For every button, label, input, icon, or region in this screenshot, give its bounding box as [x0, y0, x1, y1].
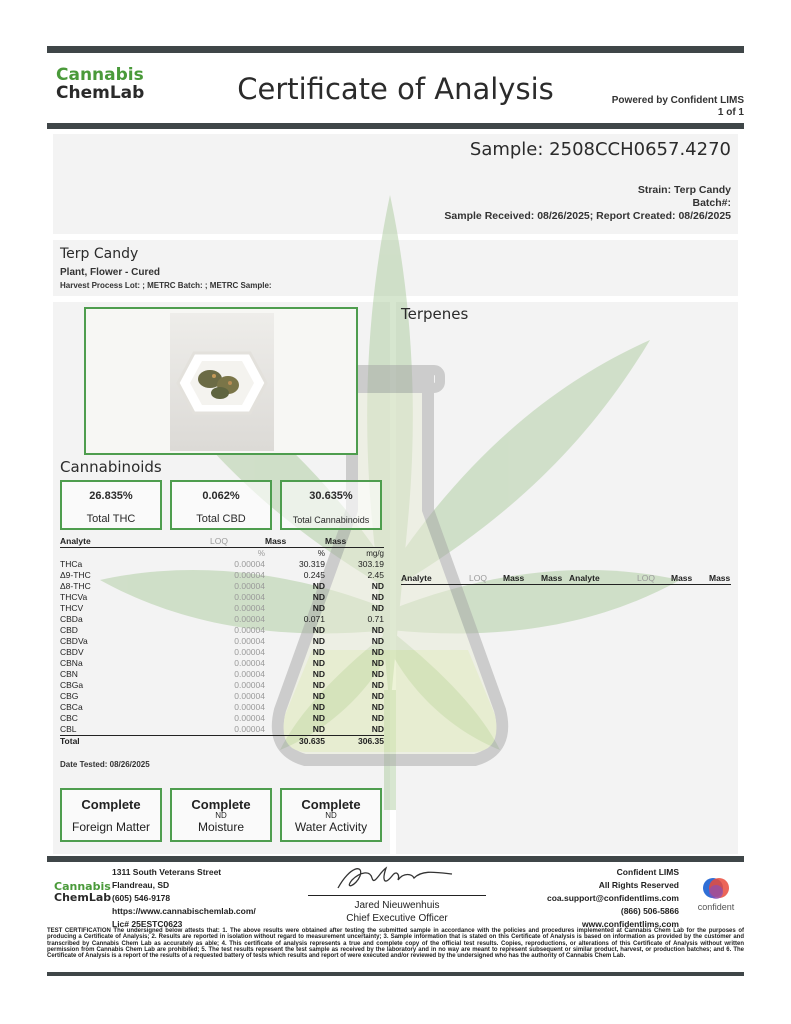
sample-dates: Sample Received: 08/26/2025; Report Created: 08/26/2025	[444, 210, 731, 222]
table-row: CBC 0.00004 ND ND	[60, 713, 384, 723]
signer-title: Chief Executive Officer	[346, 913, 448, 924]
cannabinoids-title: Cannabinoids	[60, 458, 162, 476]
test-certification-text: TEST CERTIFICATION The undersigned below attests that: 1. The above results were obtained after testing the submitted sample in accordance with the policies and procedures implemented at Cannabis Chem Lab for the purposes of producing a Certificate of Analysis; 2. Results are reported in isolation without regard to measurement uncertainty; 3. Sample information that is stated on this Certificate of Analysis is based on information as provided by the customer and transcribed by Cannabis Chem Lab as accurately as able; 4. This certificate of analysis represents a true and complete copy of the official test results. Copies, reproductions, or alterations of this Certificate of Analysis without written permission from Cannabis Chem Lab are prohibited; 5. The test results represent the test sample as received by the laboratory and in no way are meant to represent subsequent or similar product, harvest, or production batches; and 6. The Certificate of Analysis is a report of the results of a requested battery of tests which results and report of were executed and/or reviewed by the undersigned who has the authority of Cannabis Chem Lab.	[47, 928, 744, 960]
flower-in-dish-icon	[170, 313, 274, 451]
table-row: CBDV 0.00004 ND ND	[60, 647, 384, 657]
terpenes-table-header: Analyte LOQ Mass Mass Analyte LOQ Mass Mass	[401, 573, 731, 583]
cannabinoids-table	[60, 536, 384, 747]
table-row: CBDa 0.00004 0.071 0.71	[60, 614, 384, 624]
foreign-matter-box: Complete Foreign Matter	[60, 788, 162, 842]
table-row: THCa 0.00004 30.319 303.19	[60, 559, 384, 569]
product-lot-line: Harvest Process Lot: ; METRC Batch: ; METRC Sample:	[60, 281, 272, 290]
table-row: Δ8-THC 0.00004 ND ND	[60, 581, 384, 591]
terpenes-title: Terpenes	[401, 305, 469, 323]
sample-meta	[444, 184, 731, 223]
signature-icon	[330, 862, 460, 894]
page-number: 1 of 1	[717, 107, 744, 118]
water-activity-box: Complete ND Water Activity	[280, 788, 382, 842]
total-cbd-box: 0.062% Total CBD	[170, 480, 272, 530]
moisture-box: Complete ND Moisture	[170, 788, 272, 842]
confident-logo: confident	[688, 876, 744, 912]
strain: Strain: Terp Candy	[637, 184, 731, 196]
table-row: THCVa 0.00004 ND ND	[60, 592, 384, 602]
footer-bottom-bar	[47, 972, 744, 976]
cannabis-chemlab-logo: Cannabis ChemLab	[56, 65, 145, 103]
table-row: THCV 0.00004 ND ND	[60, 603, 384, 613]
powered-by: Powered by Confident LIMS 1 of 1	[611, 95, 744, 118]
sample-photo	[170, 313, 274, 451]
lab-website-link[interactable]: https://www.cannabischemlab.com/	[112, 906, 256, 916]
table-row: CBNa 0.00004 ND ND	[60, 658, 384, 668]
document-title: Certificate of Analysis	[237, 72, 554, 106]
signature-line	[308, 895, 486, 896]
batch-number: Batch#:	[692, 197, 731, 209]
table-row: CBD 0.00004 ND ND	[60, 625, 384, 635]
support-email-link[interactable]: coa.support@confidentlims.com	[546, 893, 679, 903]
total-cannabinoids-box: 30.635% Total Cannabinoids	[280, 480, 382, 530]
signer	[300, 899, 494, 925]
table-row: CBDVa 0.00004 ND ND	[60, 636, 384, 646]
table-total-row: Total 30.635 306.35	[60, 736, 384, 746]
header-bottom-bar	[47, 123, 744, 129]
table-row: CBG 0.00004 ND ND	[60, 691, 384, 701]
table-units: % % mg/g	[257, 549, 384, 558]
signer-name: Jared Nieuwenhuis	[354, 900, 440, 911]
date-tested: Date Tested: 08/26/2025	[60, 760, 150, 769]
confident-logo-icon	[701, 876, 731, 900]
product-name: Terp Candy	[60, 246, 139, 262]
lab-address: 1311 South Veterans Street Flandreau, SD (605) 546-9178 https://www.cannabischemlab.com/ Lic# 25ESTC0623	[112, 867, 256, 929]
product-type: Plant, Flower - Cured	[60, 267, 161, 278]
top-bar	[47, 46, 744, 53]
table-row: CBCa 0.00004 ND ND	[60, 702, 384, 712]
sample-id: Sample: 2508CCH0657.4270	[469, 139, 731, 160]
table-row: CBGa 0.00004 ND ND	[60, 680, 384, 690]
table-row: CBN 0.00004 ND ND	[60, 669, 384, 679]
table-header: Analyte LOQ Mass Mass	[60, 536, 384, 548]
lims-website-link[interactable]: www.confidentlims.com	[582, 919, 679, 929]
table-row: Δ9-THC 0.00004 0.245 2.45	[60, 570, 384, 580]
total-thc-box: 26.835% Total THC	[60, 480, 162, 530]
lims-contact: Confident LIMS All Rights Reserved coa.support@confidentlims.com (866) 506-5866 www.confidentlims.com	[546, 867, 679, 929]
footer-logo: Cannabis ChemLab	[54, 880, 112, 904]
table-row: CBL 0.00004 ND ND	[60, 724, 384, 734]
